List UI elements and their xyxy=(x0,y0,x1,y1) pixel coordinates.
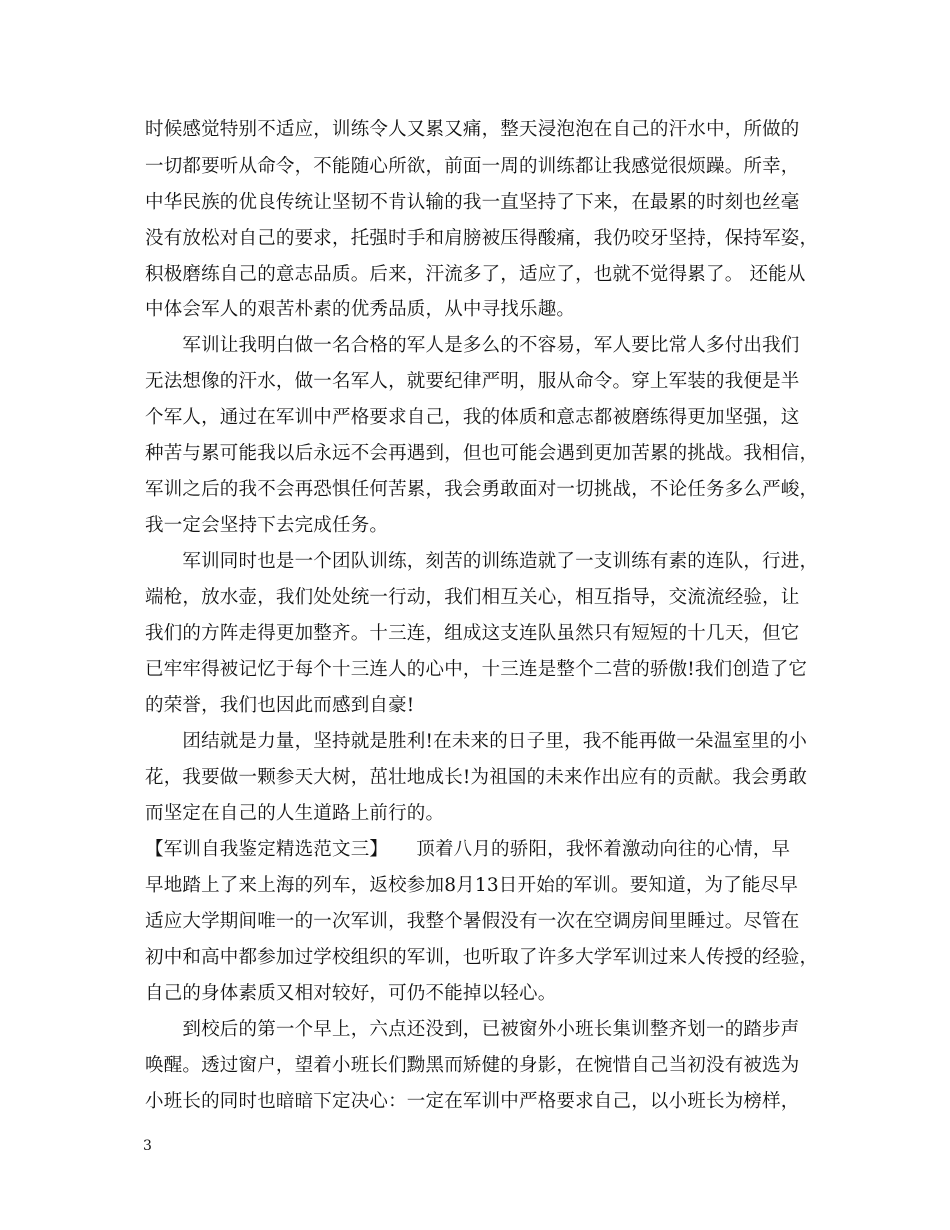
text-line: 而坚定在自己的人生道路上前行的。 xyxy=(145,803,445,824)
text-line: 适应大学期间唯一的一次军训，我整个暑假没有一次在空调房间里睡过。尽管在 xyxy=(145,911,800,932)
text-line: 自己的身体素质又相对较好，可仍不能掉以轻心。 xyxy=(145,983,557,1004)
text-line: 到校后的第一个早上，六点还没到，已被窗外小班长集训整齐划一的踏步声 xyxy=(145,1019,800,1040)
text-line: 中体会军人的艰苦朴素的优秀品质，从中寻找乐趣。 xyxy=(145,299,576,320)
text-line: 唤醒。透过窗户，望着小班长们黝黑而矫健的身影，在惋惜自己当初没有被选为 xyxy=(145,1055,800,1076)
text-line: 军训之后的我不会再恐惧任何苦累，我会勇敢面对一切挑战，不论任务多么严峻， xyxy=(145,479,819,500)
text-line: 的荣誉，我们也因此而感到自豪! xyxy=(145,695,415,716)
text-line: 个军人，通过在军训中严格要求自己，我的体质和意志都被磨练得更加坚强，这 xyxy=(145,407,800,428)
text-line: 无法想像的汗水，做一名军人，就要纪律严明，服从命令。穿上军装的我便是半 xyxy=(145,371,800,392)
text-line: 一切都要听从命令，不能随心所欲，前面一周的训练都让我感觉很烦躁。所幸， xyxy=(145,156,800,177)
text-line: 团结就是力量，坚持就是胜利!在未来的日子里，我不能再做一朵温室里的小 xyxy=(145,731,808,752)
text-line: 我们的方阵走得更加整齐。十三连，组成这支连队虽然只有短短的十几天，但它 xyxy=(145,623,800,644)
text-line: 已牢牢得被记忆于每个十三连人的心中，十三连是整个二营的骄傲!我们创造了它 xyxy=(145,659,808,680)
text-line: 种苦与累可能我以后永远不会再遇到，但也可能会遇到更加苦累的挑战。我相信， xyxy=(145,443,819,464)
text-line: 小班长的同时也暗暗下定决心：一定在军训中严格要求自己，以小班长为榜样， xyxy=(145,1091,800,1112)
text-line: 积极磨练自己的意志品质。后来，汗流多了，适应了，也就不觉得累了。 还能从 xyxy=(145,264,806,285)
text-line: 军训同时也是一个团队训练，刻苦的训练造就了一支训练有素的连队，行进， xyxy=(145,551,819,572)
text-line: 我一定会坚持下去完成任务。 xyxy=(145,515,389,536)
text-line: 军训让我明白做一名合格的军人是多么的不容易，军人要比常人多付出我们 xyxy=(145,335,800,356)
text-line: 中华民族的优良传统让坚韧不肯认输的我一直坚持了下来，在最累的时刻也丝毫 xyxy=(145,192,800,213)
section-heading-line: 【军训自我鉴定精选范文三】 顶着八月的骄阳，我怀着激动向往的心情，早 xyxy=(145,839,791,860)
text-line: 早地踏上了来上海的列车，返校参加8月13日开始的军训。要知道，为了能尽早 xyxy=(145,875,799,896)
text-line: 花，我要做一颗参天大树，茁壮地成长!为祖国的未来作出应有的贡献。我会勇敢 xyxy=(145,767,808,788)
text-line: 没有放松对自己的要求，托强时手和肩膀被压得酸痛，我仍咬牙坚持，保持军姿， xyxy=(145,228,819,249)
text-line: 端枪，放水壶，我们处处统一行动，我们相互关心，相互指导，交流流经验，让 xyxy=(145,587,800,608)
page-number: 3 xyxy=(143,1138,152,1154)
text-line: 时候感觉特别不适应，训练令人又累又痛，整天浸泡泡在自己的汗水中，所做的 xyxy=(145,119,800,140)
text-line: 初中和高中都参加过学校组织的军训，也听取了许多大学军训过来人传授的经验， xyxy=(145,947,819,968)
